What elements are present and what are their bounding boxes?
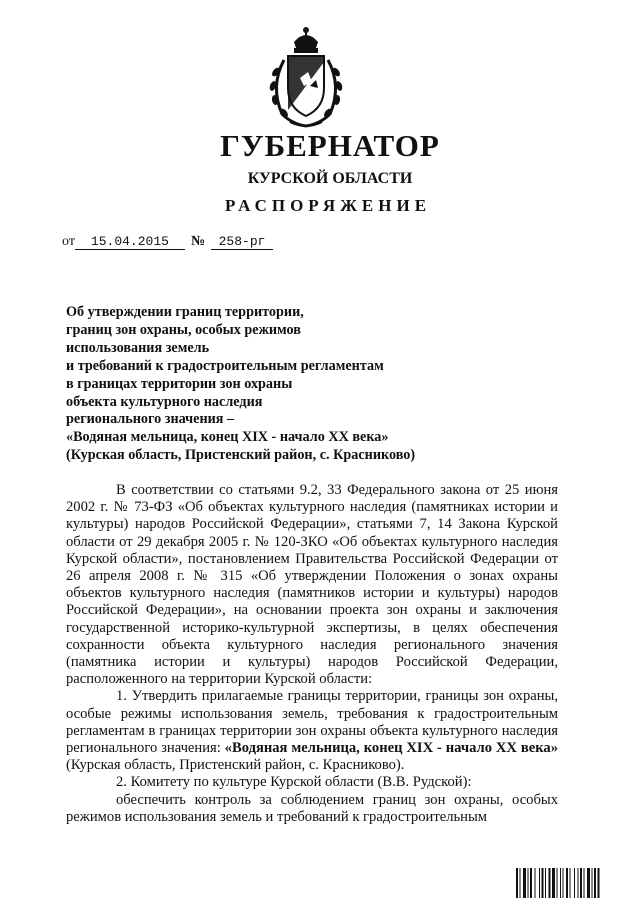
title-line: объекта культурного наследия xyxy=(66,393,263,410)
title-line: границ зон охраны, особых режимов xyxy=(66,321,301,338)
document-body xyxy=(66,482,558,826)
authority-title: ГУБЕРНАТОР xyxy=(220,128,440,163)
barcode-icon xyxy=(516,868,626,898)
region-name: КУРСКОЙ ОБЛАСТИ xyxy=(247,170,413,187)
document-type: РАСПОРЯЖЕНИЕ xyxy=(224,196,432,215)
title-line: Об утверждении границ территории, xyxy=(66,304,304,320)
title-line: в границах территории зон охраны xyxy=(66,375,293,392)
title-line: и требований к градостроительным регламентам xyxy=(66,357,384,374)
title-line: использования земель xyxy=(66,339,210,356)
document-title xyxy=(66,304,496,465)
title-line: «Водяная мельница, конец XIX - начало XX века» xyxy=(66,429,389,446)
title-line: регионального значения – xyxy=(66,411,235,428)
item-1-object-name: «Водяная мельница, конец XIX - начало XX века» xyxy=(224,740,558,757)
date-number-line xyxy=(62,234,273,250)
item-2-subparagraph: обеспечить контроль за соблюдением границ зон охраны, особых режимов использования земель и требований к градостроительным xyxy=(66,791,558,825)
item-1-text: 1. Утвердить прилагаемые границы территории, границы зон охраны, особые режимы использования земель, требования к градостроительным регламентам в границах территории зон охраны объекта культурного наследия регионального значения: xyxy=(66,688,558,757)
item-1-paragraph xyxy=(66,688,558,774)
number-value: 258-рг xyxy=(211,234,273,250)
date-label: от xyxy=(62,234,75,249)
number-label: № xyxy=(190,234,206,249)
item-1-location: (Курская область, Пристенский район, с. Красниково). xyxy=(66,757,405,774)
item-2-paragraph: 2. Комитету по культуре Курской области (В.В. Рудской): xyxy=(116,774,472,791)
title-line: (Курская область, Пристенский район, с. Красниково) xyxy=(66,447,416,464)
coat-of-arms-icon xyxy=(264,26,348,130)
date-value: 15.04.2015 xyxy=(75,234,185,250)
preamble-paragraph: В соответствии со статьями 9.2, 33 Федерального закона от 25 июня 2002 г. № 73-ФЗ «Об объектах культурного наследия (памятниках истории и культуры) народов Российской Федерации», статьями 7, 14 Закона Курской области от 29 декабря 2005 г. № 120-ЗКО «Об объектах культурного наследия Курской области», постановлением Правительства Российской Федерации от 26 апреля 2008 г. № 315 «Об утверждении Положения о зонах охраны объектов культурного наследия (памятников истории и культуры) народов Российской Федерации», на основании проекта зон охраны и заключения государственной историко-культурной экспертизы, в целях обеспечения сохранности объекта культурного наследия регионального значения (памятника истории и культуры) народов Российской Федерации, расположенного на территории Курской области: xyxy=(66,482,558,688)
